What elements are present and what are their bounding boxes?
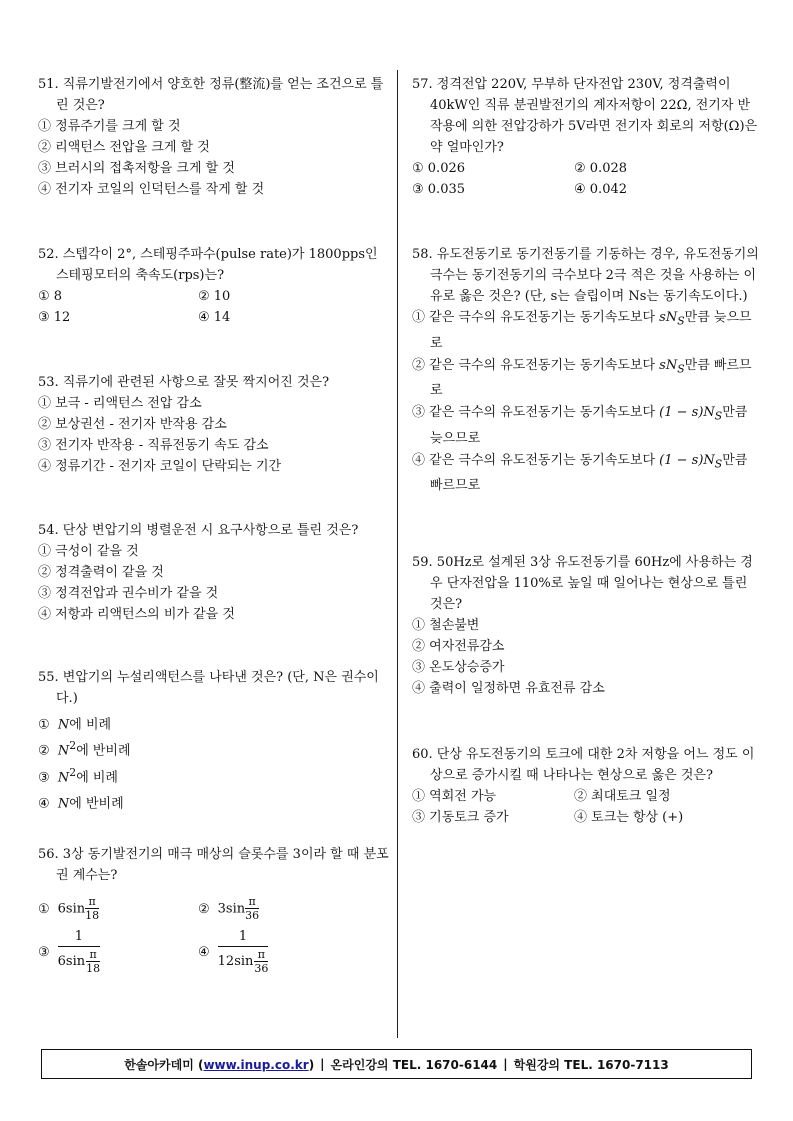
question-52 (38, 244, 390, 328)
question-56-option-3[interactable]: ③ 1 6sin $\frac{\pi}{18}$ (38, 929, 101, 975)
footer-offline-phone: 학원강의 TEL. 1670-7113 (513, 1057, 669, 1072)
question-51-option-3[interactable]: ③ 브러시의 접촉저항을 크게 할 것 (38, 161, 235, 176)
question-53-option-1[interactable]: ① 보극 - 리액턴스 전압 감소 (38, 396, 202, 411)
question-57-option-2[interactable]: ② 0.028 (574, 161, 628, 176)
question-55-stem: 55. 변압기의 누설리액턴스를 나타낸 것은? (단, N은 권수이다.) (38, 670, 379, 706)
question-56-stem: 56. 3상 동기발전기의 매극 매상의 슬롯수를 3이라 할 때 분포권 계수는? (38, 847, 389, 883)
question-60-stem: 60. 단상 유도전동기의 토크에 대한 2차 저항을 어느 정도 이상으로 증가시킬 때 나타나는 현상으로 옳은 것은? (412, 747, 755, 783)
question-59-option-2[interactable]: ② 여자전류감소 (412, 639, 505, 654)
question-58-stem: 58. 유도전동기로 동기전동기를 기동하는 경우, 유도전동기의 극수는 동기전동기의 극수보다 2극 적은 것을 사용하는 이유로 옳은 것은? (단, s는 슬립이며 Ns는 동기속도이다.) (412, 247, 759, 304)
question-58 (412, 244, 762, 497)
question-52-option-1[interactable]: ① 8 (38, 289, 63, 304)
question-55-option-4[interactable]: ④ N에 반비례 (38, 796, 124, 812)
question-60-option-2[interactable]: ② 최대토크 일정 (574, 789, 671, 804)
question-57-stem: 57. 정격전압 220V, 무부하 단자전압 230V, 정격출력이 40kW인 직류 분권발전기의 계자저항이 22Ω, 전기자 반작용에 의한 전압강하가 5V라면 전기자 회로의 저항(Ω)은 약 얼마인가? (412, 77, 758, 155)
question-52-options (38, 286, 390, 328)
question-59-option-3[interactable]: ③ 온도상승증가 (412, 660, 505, 675)
footer-contact-box (41, 1049, 752, 1079)
question-52-option-2[interactable]: ② 10 (198, 289, 231, 304)
footer-website-link[interactable]: www.inup.co.kr (203, 1057, 309, 1072)
question-55-option-1[interactable]: ① N에 비례 (38, 717, 112, 733)
question-53-option-4[interactable]: ④ 정류기간 - 전기자 코일이 단락되는 기간 (38, 459, 282, 474)
question-55 (38, 667, 390, 814)
question-52-option-4[interactable]: ④ 14 (198, 310, 231, 325)
footer-separator: | (320, 1057, 325, 1071)
question-52-option-3[interactable]: ③ 12 (38, 310, 71, 325)
question-56-option-2[interactable]: ② 3sin $\frac{\pi}{36}$ (198, 895, 260, 922)
question-51 (38, 74, 390, 200)
question-59-option-4[interactable]: ④ 출력이 일정하면 유효전류 감소 (412, 681, 605, 696)
question-54-option-4[interactable]: ④ 저항과 리액턴스의 비가 같을 것 (38, 607, 235, 622)
question-58-option-4[interactable]: ④ 같은 극수의 유도전동기는 동기속도보다 $(1 - s)N_S$만큼 빠르므로 (412, 452, 748, 494)
question-53-option-2[interactable]: ② 보상권선 - 전기자 반작용 감소 (38, 417, 227, 432)
question-54-stem: 54. 단상 변압기의 병렬운전 시 요구사항으로 틀린 것은? (38, 523, 359, 538)
question-53-stem: 53. 직류기에 관련된 사항으로 잘못 짝지어진 것은? (38, 375, 330, 390)
question-57 (412, 74, 762, 200)
question-51-stem: 51. 직류기발전기에서 양호한 정류(整流)를 얻는 조건으로 틀린 것은? (38, 77, 384, 113)
question-56 (38, 844, 390, 975)
footer-academy: 한솔아카데미 (www.inup.co.kr) (124, 1057, 315, 1072)
question-60-option-1[interactable]: ① 역회전 가능 (412, 789, 497, 804)
question-59-option-1[interactable]: ① 철손불변 (412, 618, 480, 633)
question-51-option-2[interactable]: ② 리액턴스 전압을 크게 할 것 (38, 140, 210, 155)
question-59-stem: 59. 50Hz로 설계된 3상 유도전동기를 60Hz에 사용하는 경우 단자전압을 110%로 높일 때 일어나는 현상으로 틀린 것은? (412, 555, 753, 612)
question-51-option-4[interactable]: ④ 전기자 코일의 인덕턴스를 작게 할 것 (38, 182, 265, 197)
question-51-option-1[interactable]: ① 정류주기를 크게 할 것 (38, 119, 181, 134)
footer-online-phone: 온라인강의 TEL. 1670-6144 (330, 1057, 498, 1072)
question-55-option-2[interactable]: ② $N^2$에 반비례 (38, 739, 131, 759)
question-60-option-4[interactable]: ④ 토크는 항상 (+) (574, 810, 684, 825)
question-57-option-4[interactable]: ④ 0.042 (574, 182, 628, 197)
question-58-option-3[interactable]: ③ 같은 극수의 유도전동기는 동기속도보다 $(1 - s)N_S$만큼 늦으므로 (412, 405, 748, 446)
question-57-option-3[interactable]: ③ 0.035 (412, 182, 466, 197)
question-55-option-3[interactable]: ③ $N^2$에 비례 (38, 765, 118, 785)
question-56-options (38, 896, 390, 975)
question-60-options (412, 786, 762, 828)
question-60-option-3[interactable]: ③ 기동토크 증가 (412, 810, 509, 825)
question-59 (412, 552, 762, 699)
question-60 (412, 744, 762, 828)
question-58-option-2[interactable]: ② 같은 극수의 유도전동기는 동기속도보다 $sN_S$만큼 빠르므로 (412, 357, 752, 399)
question-52-stem: 52. 스텝각이 2°, 스테핑주파수(pulse rate)가 1800pps인 스테핑모터의 축속도(rps)는? (38, 247, 378, 283)
question-57-option-1[interactable]: ① 0.026 (412, 161, 466, 176)
column-divider (397, 70, 398, 1038)
question-54-option-1[interactable]: ① 극성이 같을 것 (38, 544, 139, 559)
question-58-option-1[interactable]: ① 같은 극수의 유도전동기는 동기속도보다 $sN_S$만큼 늦으므로 (412, 310, 752, 351)
question-53 (38, 372, 390, 477)
question-56-option-4[interactable]: ④ 1 12sin $\frac{\pi}{36}$ (198, 929, 269, 975)
question-54-option-3[interactable]: ③ 정격전압과 권수비가 같을 것 (38, 586, 219, 601)
question-54-option-2[interactable]: ② 정격출력이 같을 것 (38, 565, 164, 580)
footer-separator: | (503, 1057, 508, 1071)
question-56-option-1[interactable]: ① 6sin $\frac{\pi}{18}$ (38, 895, 100, 922)
question-53-option-3[interactable]: ③ 전기자 반작용 - 직류전동기 속도 감소 (38, 438, 269, 453)
question-54 (38, 520, 390, 625)
question-57-options (412, 158, 762, 200)
